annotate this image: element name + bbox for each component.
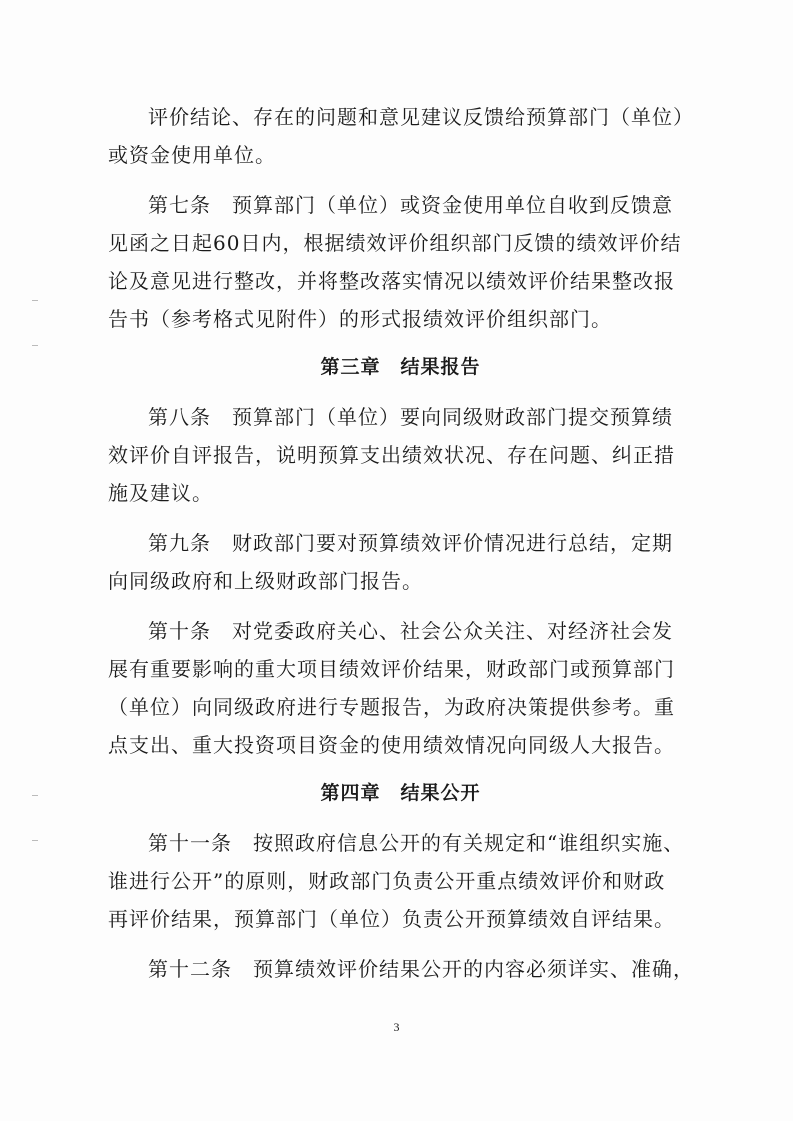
document-body [108,98,693,988]
text-line: 告书（参考格式见附件）的形式报绩效评价组织部门。 [108,307,612,331]
text-line: 第十条 对党委政府关心、社会公众关注、对经济社会发 [148,619,673,643]
paragraph-gap [108,938,693,950]
paragraph [108,950,693,988]
text-line: 评价结论、存在的问题和意见建议反馈给预算部门（单位） [148,105,694,129]
text-line: 第九条 财政部门要对预算绩效评价情况进行总结，定期 [148,531,673,555]
scan-mark [32,840,38,841]
text-line: 展有重要影响的重大项目绩效评价结果，财政部门或预算部门 [108,657,675,681]
text-line: 第七条 预算部门（单位）或资金使用单位自收到反馈意 [148,193,673,217]
text-line: 论及意见进行整改，并将整改落实情况以绩效评价结果整改报 [108,269,675,293]
paragraph [108,612,693,764]
paragraph-gap [108,174,693,186]
text-line: 再评价结果，预算部门（单位）负责公开预算绩效自评结果。 [108,907,675,931]
paragraph [108,524,693,600]
text-line: 第八条 预算部门（单位）要向同级财政部门提交预算绩 [148,405,673,429]
text-line: 施及建议。 [108,481,213,505]
text-line: 第十二条 预算绩效评价结果公开的内容必须详实、准确， [148,957,694,981]
section-mid [108,398,693,764]
paragraph [108,186,693,338]
chapter-3-heading: 第三章 结果报告 [320,356,481,378]
text-line: 效评价自评报告，说明预算支出绩效状况、存在问题、纠正措 [108,443,675,467]
text-line: 向同级政府和上级财政部门报告。 [108,569,423,593]
text-line: 见函之日起60日内，根据绩效评价组织部门反馈的绩效评价结 [108,231,682,255]
paragraph [108,824,693,938]
paragraph-gap [108,512,693,524]
paragraph [108,398,693,512]
scan-mark [32,795,38,796]
text-line: 谁进行公开”的原则，财政部门负责公开重点绩效评价和财政 [108,869,666,893]
section-top [108,98,693,338]
chapter-4-heading: 第四章 结果公开 [320,782,481,804]
text-line: 或资金使用单位。 [108,143,276,167]
text-line: （单位）向同级政府进行专题报告，为政府决策提供参考。重 [108,695,675,719]
paragraph [108,98,693,174]
page-number: 3 [393,1020,400,1034]
section-bottom [108,824,693,988]
paragraph-gap [108,600,693,612]
scan-mark [32,345,38,346]
text-line: 第十一条 按照政府信息公开的有关规定和“谁组织实施、 [148,831,685,855]
text-line: 点支出、重大投资项目资金的使用绩效情况向同级人大报告。 [108,733,675,757]
scan-mark [32,300,38,301]
